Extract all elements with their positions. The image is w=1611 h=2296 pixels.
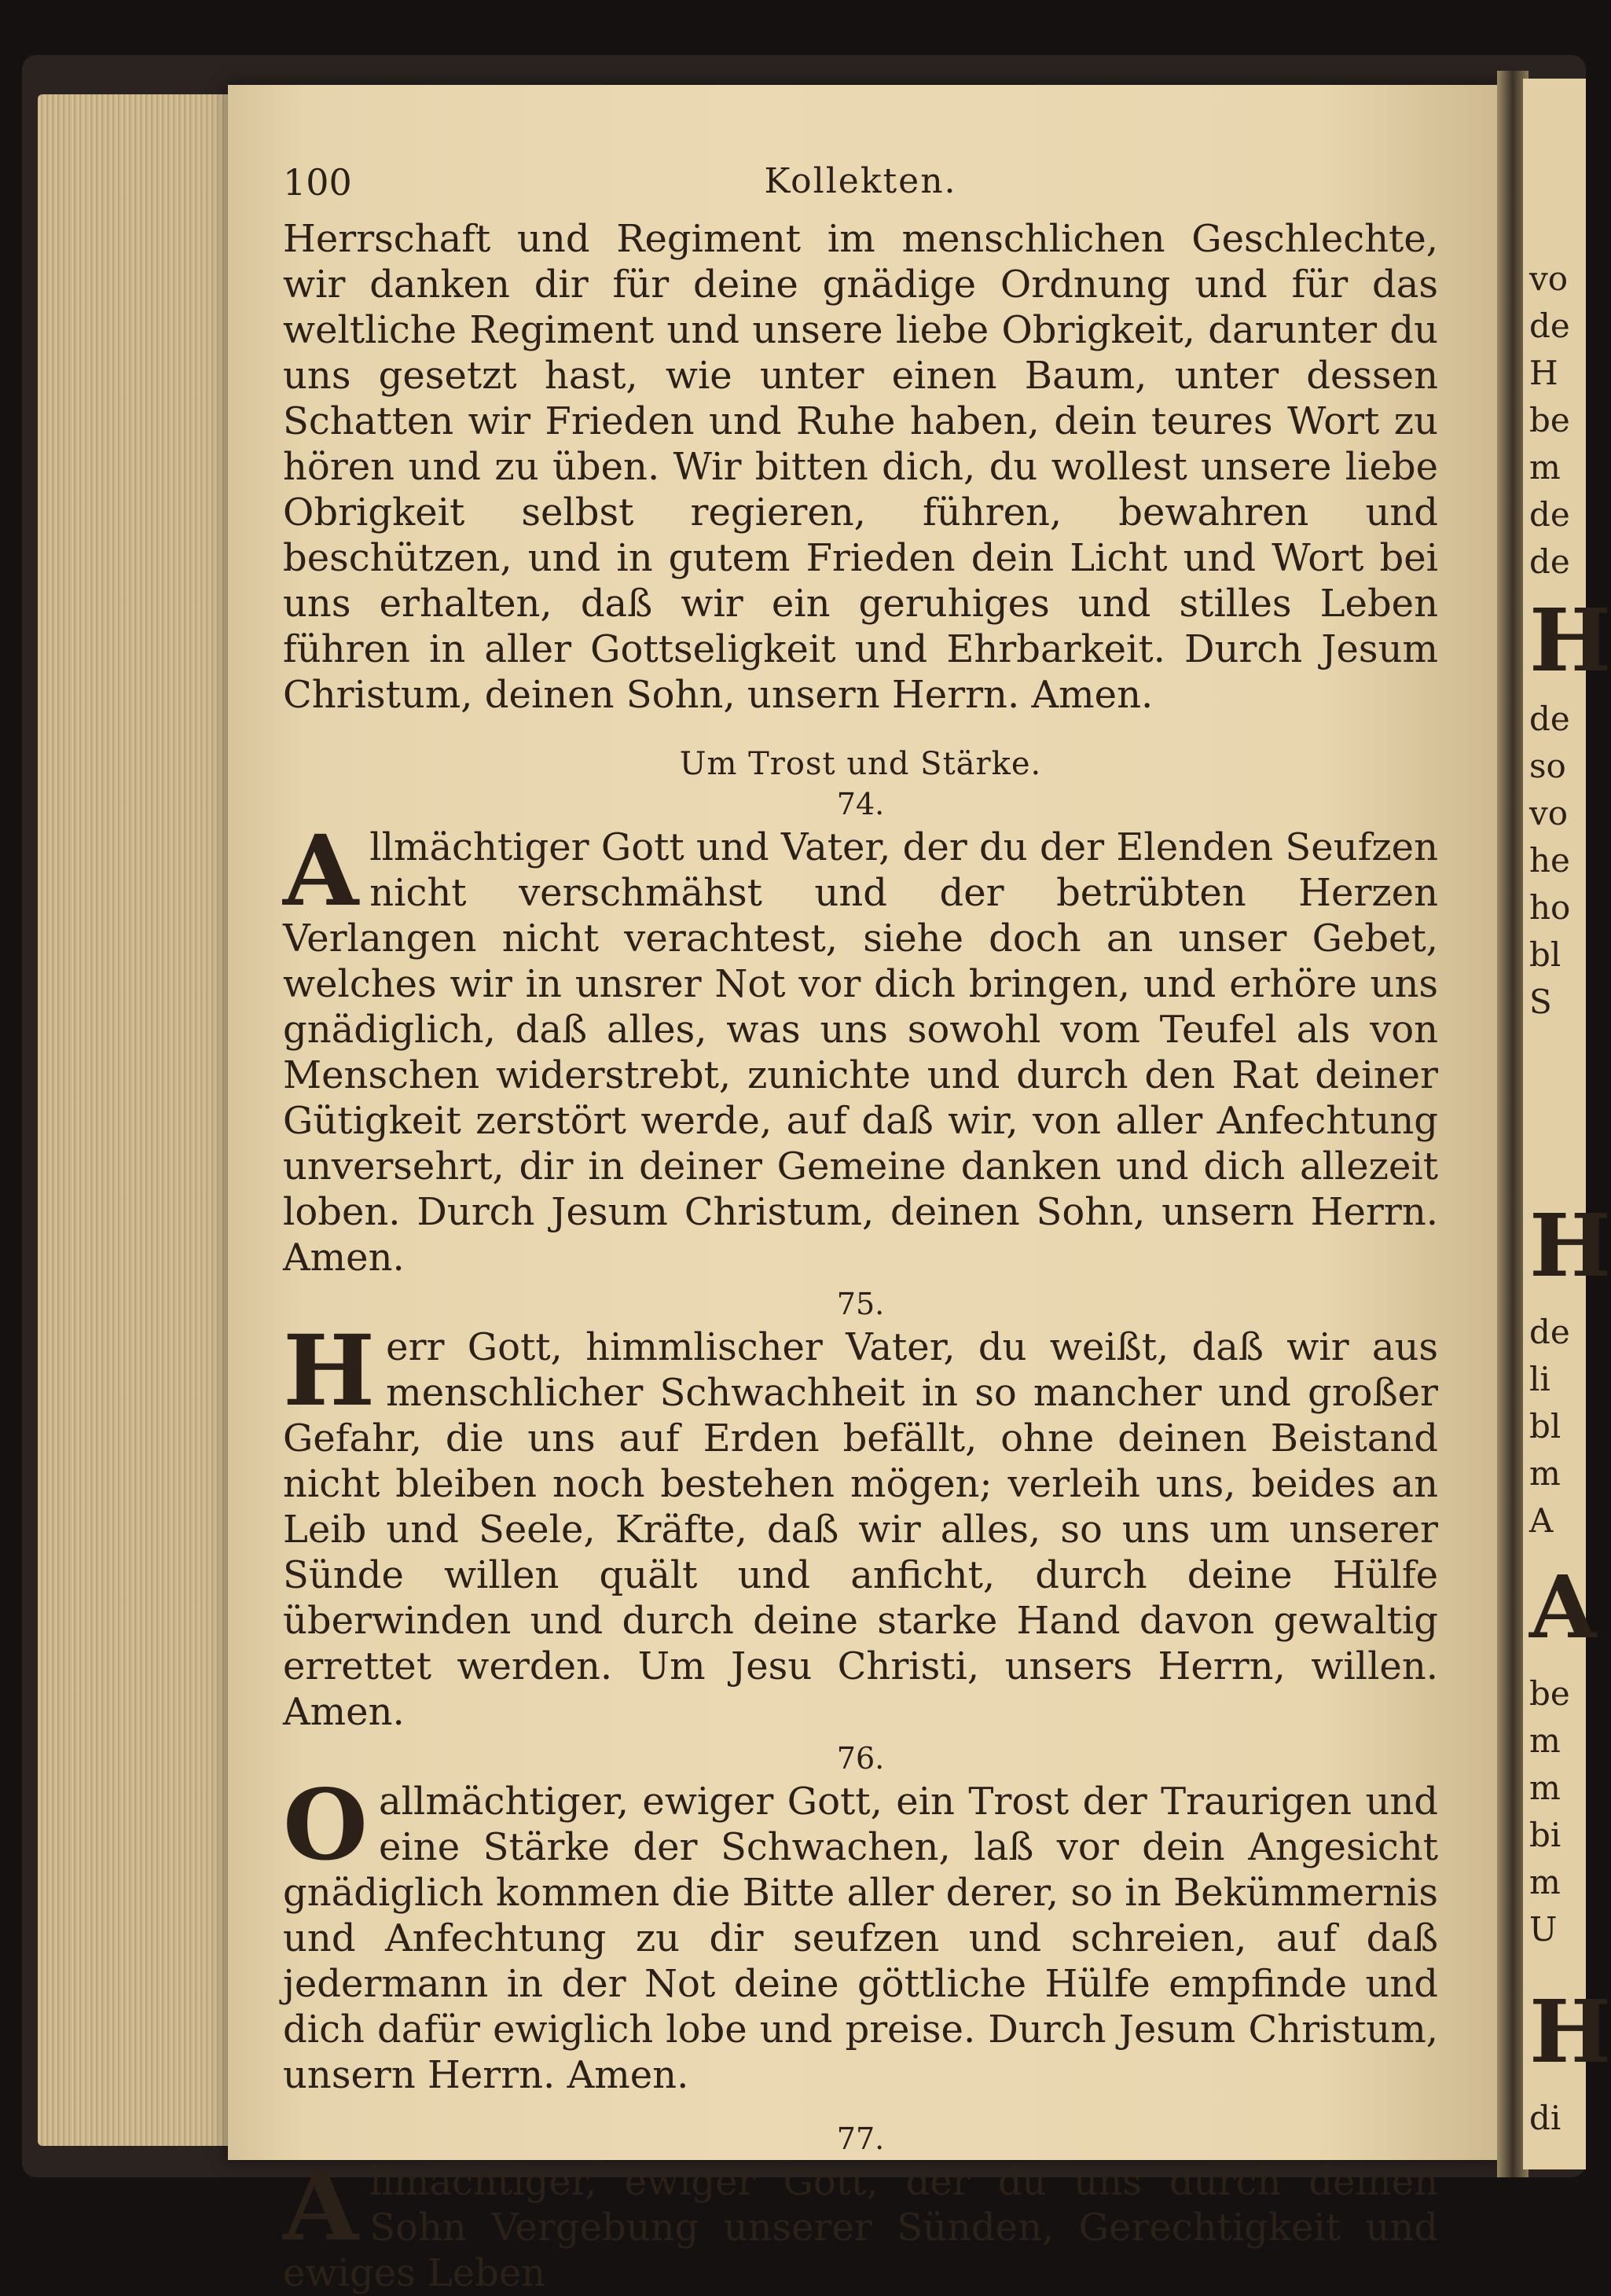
- prayer-body: llmächtiger, ewiger Gott, der du uns durch deinen Sohn Vergebung unserer Sünden, Gerechtigkeit und ewiges Leben: [283, 2160, 1438, 2295]
- facing-fragment: be: [1529, 1674, 1570, 1713]
- facing-page: [1523, 79, 1611, 2169]
- prayer-number: 77.: [836, 2122, 885, 2156]
- prayer-text: [283, 1769, 1438, 2098]
- prayer-text: [283, 1314, 1438, 1735]
- facing-fragment: H: [1529, 590, 1611, 691]
- page-text: [283, 161, 1438, 2296]
- facing-fragment: de: [1529, 1313, 1570, 1351]
- facing-fragment: U: [1529, 1910, 1558, 1949]
- facing-fragment: m: [1529, 1721, 1561, 1760]
- facing-fragment: he: [1529, 841, 1570, 880]
- facing-fragment: H: [1529, 1195, 1611, 1296]
- page-number: 100: [283, 161, 352, 204]
- facing-fragment: m: [1529, 448, 1561, 487]
- facing-fragment: vo: [1529, 259, 1569, 298]
- prayer-body: llmächtiger Gott und Vater, der du der Elenden Seufzen nicht verschmähst und der betrübten Herzen Verlangen nicht verachtest, siehe doch an unser Gebet, welches wir in unsrer Not vor dich bringen, und erhöre uns gnädiglich, daß alles, was uns sowohl vom Teufel als von Menschen widerstrebt, zunichte und durch den Rat deiner Gütigkeit zerstört werde, auf daß wir, von aller Anfechtung unversehrt, dir in deiner Gemeine danken und dich allezeit loben. Durch Jesum Christum, deinen Sohn, unsern Herrn. Amen.: [283, 825, 1438, 1280]
- facing-fragment: A: [1529, 1556, 1597, 1658]
- facing-fragment: A: [1529, 1501, 1554, 1540]
- facing-fragment: de: [1529, 495, 1570, 534]
- prayer-text: [283, 2149, 1438, 2296]
- facing-fragment: m: [1529, 1769, 1561, 1807]
- facing-fragment: bl: [1529, 935, 1561, 974]
- drop-cap: A: [283, 2149, 359, 2263]
- prayer-number: 75.: [836, 1287, 885, 1321]
- facing-fragment: S: [1529, 983, 1552, 1021]
- facing-fragment: bi: [1529, 1816, 1561, 1854]
- page-edges: [38, 94, 242, 2146]
- drop-cap: O: [283, 1769, 369, 1883]
- page-header: [283, 161, 1438, 216]
- facing-fragment: de: [1529, 700, 1570, 738]
- prayer-body: err Gott, himmlischer Vater, du weißt, daß wir aus menschlicher Schwachheit in so mancher und großer Gefahr, die uns auf Erden befällt, ohne deinen Beistand nicht bleiben noch bestehen mögen; verleih uns, beides an Leib und Seele, Kräfte, daß wir alles, so uns um unserer Sünde willen quält und anficht, durch deine Hülfe überwinden und durch deine starke Hand davon gewaltig errettet werden. Um Jesu Christi, unsers Herrn, willen. Amen.: [283, 1325, 1438, 1734]
- facing-fragment: de: [1529, 542, 1570, 581]
- intro-paragraph: Herrschaft und Regiment im menschlichen Geschlechte, wir danken dir für deine gnädige Ordnung und für das weltliche Regiment und unsere liebe Obrigkeit, darunter du uns gesetzt hast, wie unter einen Baum, unter dessen Schatten wir Frieden und Ruhe haben, dein teures Wort zu hören und zu üben. Wir bitten dich, du wollest unsere liebe Obrigkeit selbst regieren, führen, bewahren und beschützen, und in gutem Frieden dein Licht und Wort bei uns erhalten, daß wir ein geruhiges und stilles Leben führen in aller Gottseligkeit und Ehrbarkeit. Durch Jesum Christum, deinen Sohn, unsern Herrn. Amen.: [283, 217, 1438, 717]
- prayer-text: [283, 814, 1438, 1280]
- facing-fragment: so: [1529, 747, 1566, 785]
- facing-fragment: di: [1529, 2099, 1561, 2137]
- facing-fragment: vo: [1529, 794, 1569, 832]
- facing-fragment: H: [1529, 1981, 1611, 2082]
- prayer-number: 74.: [836, 787, 885, 821]
- facing-fragment: li: [1529, 1360, 1550, 1398]
- prayer-body: allmächtiger, ewiger Gott, ein Trost der Traurigen und eine Stärke der Schwachen, laß vor dein Angesicht gnädiglich kommen die Bitte aller derer, so in Bekümmernis und Anfechtung zu dir seufzen und schreien, auf daß jedermann in der Not deine göttliche Hülfe empfinde und dich dafür ewiglich lobe und preise. Durch Jesum Christum, unsern Herrn. Amen.: [283, 1780, 1438, 2097]
- facing-fragment: de: [1529, 307, 1570, 345]
- section-heading: Um Trost und Stärke.: [679, 746, 1042, 782]
- drop-cap: A: [283, 814, 359, 928]
- facing-fragment: bl: [1529, 1407, 1561, 1446]
- facing-fragment: be: [1529, 401, 1570, 439]
- running-head: Kollekten.: [764, 161, 957, 201]
- facing-fragment: m: [1529, 1454, 1561, 1493]
- prayer-number: 76.: [836, 1741, 885, 1776]
- facing-fragment: m: [1529, 1863, 1561, 1901]
- facing-fragment: H: [1529, 354, 1558, 392]
- facing-fragment: ho: [1529, 888, 1571, 927]
- drop-cap: H: [283, 1314, 376, 1428]
